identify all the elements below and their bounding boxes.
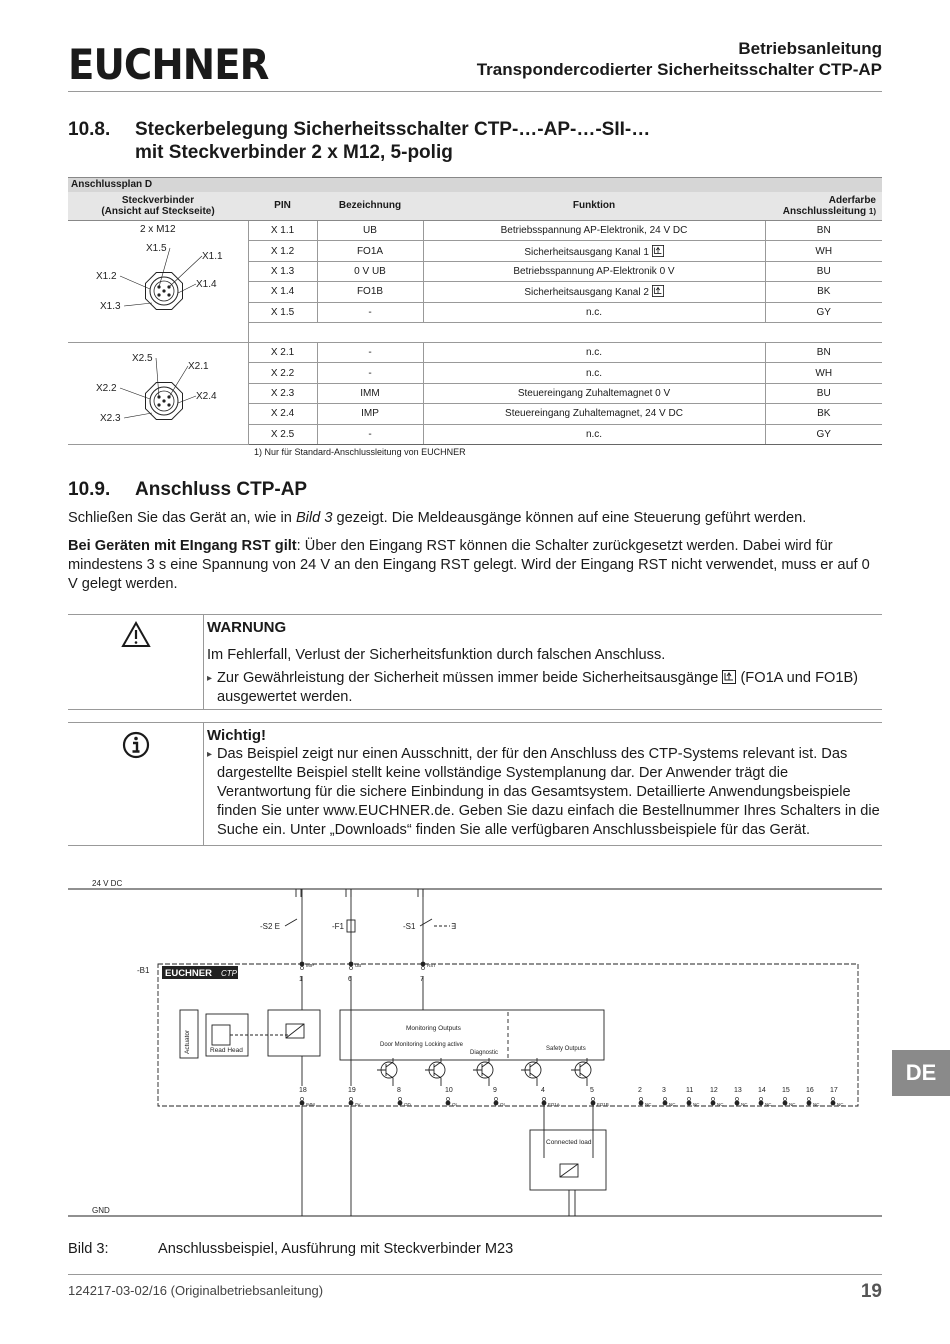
terminal-dot — [807, 1101, 812, 1106]
table-row — [68, 221, 882, 241]
terminal-number: 13 — [734, 1087, 742, 1094]
cell-designation: 0 V UB — [317, 261, 423, 281]
col-function: Funktion — [423, 192, 765, 221]
warning-line1: Im Fehlerfall, Verlust der Sicherheitsfunktion durch falschen Anschluss. — [207, 647, 666, 663]
table-footnote: 1) Nur für Standard-Anschlussleitung von EUCHNER — [254, 447, 466, 457]
warning-bullet-post: (FO1A und FO1B) ausgewertet werden. — [217, 670, 859, 705]
cell-color: WH — [765, 241, 882, 261]
terminal-number: 19 — [348, 1087, 356, 1094]
safety-output-icon — [652, 245, 664, 257]
important-bullet: ▸ Das Beispiel zeigt nur einen Ausschnitt, der für den Anschluss des CTP-Systems relevant ist. Das dargestellte Beispiel stellt keine vollständige Systemplanung dar. Der Anwender trägt die Verantwortung für die sichere Einbindung in das Gesamtsystem. Detaillierte Anwendungsbeispiele finden Sie unter www.EUCHNER.de. Geben Sie dazu einfach die Bestellnummer Ihres Schalters in die Suche ein. Unter „Downloads“ finden Sie alle verfügbaren Anschlussbeispiele für das Gerät. — [207, 745, 882, 840]
terminal-dot — [735, 1101, 740, 1106]
terminal-dot — [711, 1101, 716, 1106]
locking-active-label: Locking active — [425, 1042, 464, 1048]
col-designation: Bezeichnung — [317, 192, 423, 221]
terminal-label: NC — [645, 1102, 652, 1107]
cell-pin: X 2.5 — [248, 424, 317, 444]
terminal-label: NC — [789, 1102, 796, 1107]
terminal-number: 15 — [782, 1087, 790, 1094]
terminal-label: FO1B — [597, 1102, 609, 1107]
monitoring-outputs-label: Monitoring Outputs — [406, 1025, 461, 1032]
connector-pin-label: X2.5 — [132, 352, 153, 364]
diagram-logo-suffix: CTP — [221, 969, 237, 978]
terminal-label: RST — [427, 963, 436, 968]
connector-pin-label: X2.1 — [188, 360, 209, 372]
terminal-number: 10 — [445, 1087, 453, 1094]
function-text: Betriebsspannung AP-Elektronik, 24 V DC — [500, 225, 688, 237]
terminal-number: 5 — [590, 1087, 594, 1094]
terminal-number: 4 — [541, 1087, 545, 1094]
col-color — [765, 192, 882, 221]
figure-caption-text: Anschlussbeispiel, Ausführung mit Steckverbinder M23 — [158, 1241, 514, 1257]
safety-output-icon — [652, 285, 664, 297]
section-number: 10.8. — [68, 119, 111, 140]
cell-function — [423, 261, 765, 281]
terminal-label: UB — [355, 963, 362, 968]
cell-pin: X 1.4 — [248, 282, 317, 302]
section-title-line2: mit Steckverbinder 2 x M12, 5-polig — [135, 142, 453, 163]
cell-pin: X 2.4 — [248, 404, 317, 424]
warning-triangle-icon — [68, 615, 204, 655]
connector-pin-label: X2.4 — [196, 390, 217, 402]
cell-designation: - — [317, 363, 423, 383]
col-pin: PIN — [248, 192, 317, 221]
cell-color: WH — [765, 363, 882, 383]
col-connector-line2: (Ansicht auf Steckseite) — [101, 205, 215, 217]
function-text: n.c. — [585, 428, 603, 440]
cell-pin: X 1.2 — [248, 241, 317, 261]
document-code: 124217-03-02/16 (Originalbetriebsanleitung) — [68, 1283, 324, 1298]
rst-paragraph-text: : Über den Eingang RST können die Schalter zurückgesetzt werden. Dabei wird für mindestens 3 s eine Spannung von 24 V an den Eingang RST gelegt. Wird der Eingang RST nicht verwendet, muss er auf 0 V gelegt werden. — [68, 538, 870, 592]
terminal-label: OI — [500, 1102, 505, 1107]
figure-reference: Bild 3 — [295, 510, 333, 526]
connected-load-label: Connected load — [546, 1139, 592, 1146]
fuse-f1-label: -F1 — [332, 922, 344, 931]
terminal-dot — [831, 1101, 836, 1106]
para1-pre: Schließen Sie das Gerät an, wie in — [68, 510, 296, 526]
coil-block — [268, 1010, 320, 1056]
euchner-logo: EUCHNER — [68, 40, 269, 89]
cell-function — [423, 302, 765, 322]
terminal-dot — [783, 1101, 788, 1106]
terminal-dot — [759, 1101, 764, 1106]
terminal-number: 3 — [662, 1087, 666, 1094]
cell-color: BK — [765, 282, 882, 302]
plan-label: Anschlussplan D — [68, 178, 882, 192]
language-tab-de: DE — [892, 1050, 950, 1096]
connector-1-drawing — [68, 221, 248, 321]
cell-function — [423, 383, 765, 403]
terminal-label: NC — [813, 1102, 820, 1107]
terminal-dot — [663, 1101, 668, 1106]
terminal-number: 7 — [420, 976, 424, 983]
device-b1-label: -B1 — [137, 966, 150, 975]
document-title-line2: Transpondercodierter Sicherheitsschalter CTP-AP — [476, 60, 882, 79]
important-box — [68, 722, 882, 846]
section-title-line1: Steckerbelegung Sicherheitsschalter CTP-…-AP-…-SII-… — [135, 119, 651, 140]
rail-24v-label: 24 V DC — [92, 879, 123, 888]
important-title: Wichtig! — [207, 727, 267, 744]
page-footer — [68, 1274, 882, 1304]
cell-function — [423, 282, 765, 302]
terminal-number: 8 — [397, 1087, 401, 1094]
terminal-number: 12 — [710, 1087, 718, 1094]
cell-designation: IMM — [317, 383, 423, 403]
figure-caption — [68, 1241, 513, 1257]
terminal-number: 2 — [638, 1087, 642, 1094]
switch-s2-label: -S2 E — [260, 922, 281, 931]
warning-bullet — [207, 669, 882, 707]
terminal-dot — [446, 1101, 451, 1106]
terminal-label: NC — [669, 1102, 676, 1107]
actuator-label: Actuator — [184, 1029, 191, 1054]
page-header — [68, 38, 882, 92]
warning-icon-cell — [68, 615, 204, 709]
info-icon-cell — [68, 723, 204, 845]
connector-2-cell — [68, 342, 248, 444]
terminal-label: NC — [717, 1102, 724, 1107]
col-color-note: 1) — [868, 206, 876, 216]
warning-box — [68, 614, 882, 710]
terminal-label: IMM — [306, 1102, 315, 1107]
terminal-dot — [300, 1101, 305, 1106]
door-monitoring-label — [380, 1042, 423, 1048]
rst-paragraph-bold: Bei Geräten mit EIngang RST gilt — [68, 538, 297, 554]
document-title-line1: Betriebsanleitung — [738, 39, 882, 58]
terminal-label: NC — [741, 1102, 748, 1107]
connector-pin-label: X1.5 — [146, 243, 167, 254]
function-text: n.c. — [585, 367, 603, 379]
table-row — [68, 342, 882, 362]
connector-pin-label: X2.3 — [100, 412, 121, 424]
terminal-label: NC — [765, 1102, 772, 1107]
function-text: Steuereingang Zuhaltemagnet, 24 V DC — [505, 408, 683, 420]
cell-color: BN — [765, 342, 882, 362]
terminal-number: 1 — [299, 976, 303, 983]
cell-function — [423, 404, 765, 424]
connection-paragraph — [68, 509, 882, 528]
terminal-dot — [349, 1101, 354, 1106]
switch-s1-label: -S1 — [403, 922, 416, 931]
terminal-label: 0V — [355, 1102, 361, 1107]
function-text: Betriebsspannung AP-Elektronik 0 V — [513, 265, 675, 277]
connector-pin-label: X1.3 — [100, 301, 121, 312]
cell-pin: X 1.1 — [248, 221, 317, 241]
function-text: Sicherheitsausgang Kanal 2 — [524, 287, 649, 299]
cell-pin: X 1.5 — [248, 302, 317, 322]
cell-function — [423, 241, 765, 261]
connector-2-drawing — [68, 343, 248, 443]
wiring-diagram — [0, 870, 890, 1230]
terminal-number: 6 — [348, 976, 352, 983]
cell-color: BN — [765, 221, 882, 241]
connector-type-label: 2 x M12 — [139, 224, 176, 235]
rst-paragraph — [68, 537, 882, 594]
pin-assignment-table — [68, 177, 882, 445]
cell-designation: FO1B — [317, 282, 423, 302]
function-text: Sicherheitsausgang Kanal 1 — [524, 246, 649, 258]
section-10-9-heading — [68, 478, 307, 501]
col-connector-line1: Steckverbinder — [121, 194, 195, 206]
terminal-number: 18 — [299, 1087, 307, 1094]
col-connector — [68, 192, 248, 221]
safety-output-icon — [722, 670, 736, 684]
section-number: 10.9. — [68, 479, 111, 500]
terminal-number: 17 — [830, 1087, 838, 1094]
para1-post: gezeigt. Die Meldeausgänge können auf eine Steuerung geführt werden. — [332, 510, 807, 526]
terminal-number: 14 — [758, 1087, 766, 1094]
col-color-line2: Anschlussleitung — [782, 205, 867, 217]
terminal-dot — [398, 1101, 403, 1106]
terminal-number: 9 — [493, 1087, 497, 1094]
cell-designation: - — [317, 342, 423, 362]
cell-designation: - — [317, 302, 423, 322]
cell-color: GY — [765, 302, 882, 322]
terminal-dot — [300, 962, 305, 967]
cell-designation: FO1A — [317, 241, 423, 261]
terminal-label: OL — [452, 1102, 459, 1107]
terminal-dot — [349, 962, 354, 967]
cell-function — [423, 342, 765, 362]
cell-function — [423, 363, 765, 383]
terminal-dot — [591, 1101, 596, 1106]
document-title — [477, 38, 882, 80]
safety-outputs-label: Safety Outputs — [546, 1046, 586, 1052]
cell-color: BK — [765, 404, 882, 424]
cell-function — [423, 221, 765, 241]
function-text: n.c. — [585, 306, 603, 318]
cell-pin: X 2.3 — [248, 383, 317, 403]
figure-caption-label: Bild 3: — [68, 1241, 109, 1257]
connector-1-cell — [68, 221, 248, 343]
cell-color: BU — [765, 261, 882, 281]
terminal-label: NC — [693, 1102, 700, 1107]
terminal-label: NC — [837, 1102, 844, 1107]
page-number: 19 — [860, 1281, 882, 1302]
terminal-dot — [639, 1101, 644, 1106]
function-text: n.c. — [585, 347, 603, 359]
cell-color: GY — [765, 424, 882, 444]
terminal-dot — [494, 1101, 499, 1106]
cell-designation: UB — [317, 221, 423, 241]
door-monitoring-text: Door Monitoring — [380, 1042, 423, 1048]
rail-gnd-label: GND — [92, 1206, 110, 1215]
terminal-number: 16 — [806, 1087, 814, 1094]
connector-pin-label: X1.1 — [202, 251, 223, 262]
diagnostic-label: Diagnostic — [470, 1050, 499, 1056]
terminal-number: 11 — [686, 1087, 694, 1094]
cell-pin: X 1.3 — [248, 261, 317, 281]
cell-designation: - — [317, 424, 423, 444]
cell-function — [423, 424, 765, 444]
terminal-dot — [687, 1101, 692, 1106]
connector-pin-label: X1.4 — [196, 279, 217, 290]
col-color-line1: Aderfarbe — [828, 194, 876, 206]
terminal-label: FO1A — [548, 1102, 560, 1107]
terminal-label: OD — [404, 1102, 411, 1107]
terminal-dot — [542, 1101, 547, 1106]
diagram-logo: EUCHNER — [165, 968, 212, 979]
warning-title: WARNUNG — [207, 619, 287, 636]
cell-pin: X 2.1 — [248, 342, 317, 362]
terminal-dot — [421, 962, 426, 967]
cell-designation: IMP — [317, 404, 423, 424]
cell-pin: X 2.2 — [248, 363, 317, 383]
terminal-label: IMP — [306, 963, 315, 968]
warning-bullet-pre: Zur Gewährleistung der Sicherheit müssen immer beide Sicherheitsausgänge — [217, 670, 719, 686]
section-10-8-heading — [68, 118, 650, 164]
connector-pin-label: X2.2 — [96, 382, 117, 394]
info-icon — [68, 723, 204, 767]
switch-s1-symbol: ∃ — [451, 922, 457, 931]
function-text: Steuereingang Zuhaltemagnet 0 V — [517, 387, 671, 399]
connector-pin-label: X1.2 — [96, 271, 117, 282]
section-title: Anschluss CTP-AP — [135, 479, 308, 500]
cell-color: BU — [765, 383, 882, 403]
read-head-label: Read Head — [210, 1047, 243, 1054]
